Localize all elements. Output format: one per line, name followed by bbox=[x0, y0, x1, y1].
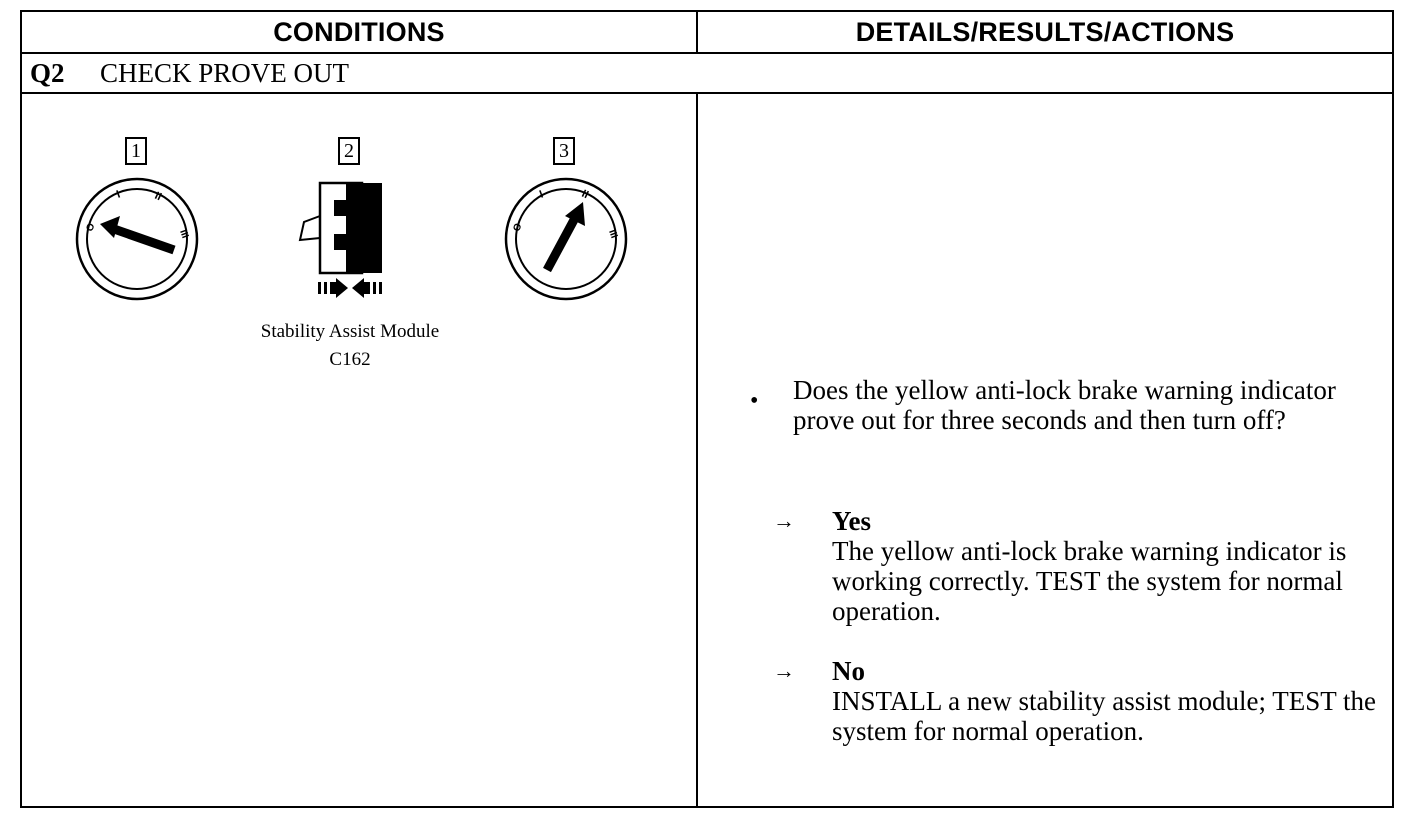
yes-text: The yellow anti-lock brake warning indicator is working correctly. TEST the system for normal operation. bbox=[832, 536, 1347, 626]
connector-connect-icon bbox=[290, 178, 400, 302]
yes-label: Yes bbox=[832, 506, 871, 536]
ignition-switch-off-icon bbox=[74, 176, 200, 302]
question-bullet: • bbox=[750, 388, 759, 414]
step-divider bbox=[22, 92, 1392, 94]
step-id: Q2 bbox=[30, 58, 65, 88]
column-divider bbox=[696, 94, 698, 806]
caption-line-2: C162 bbox=[329, 349, 371, 370]
step-title: CHECK PROVE OUT bbox=[100, 58, 350, 88]
figure-1-number: 1 bbox=[125, 137, 147, 165]
caption-line-1: Stability Assist Module bbox=[260, 321, 440, 342]
details-header: DETAILS/RESULTS/ACTIONS bbox=[855, 17, 1235, 47]
svg-text:II: II bbox=[579, 187, 591, 202]
svg-text:III: III bbox=[177, 228, 191, 240]
figure-caption bbox=[220, 318, 480, 374]
svg-text:O: O bbox=[84, 221, 98, 234]
conditions-header: CONDITIONS bbox=[22, 12, 698, 52]
no-text: INSTALL a new stability assist module; TEST the system for normal operation. bbox=[832, 686, 1377, 746]
svg-text:III: III bbox=[606, 228, 620, 240]
ignition-switch-run-icon bbox=[503, 176, 629, 302]
figure-2-number: 2 bbox=[338, 137, 360, 165]
svg-text:I: I bbox=[537, 188, 545, 201]
figure-3-number: 3 bbox=[553, 137, 575, 165]
yes-arrow: → bbox=[773, 508, 795, 533]
svg-text:I: I bbox=[114, 188, 122, 201]
svg-text:II: II bbox=[152, 189, 164, 204]
svg-text:O: O bbox=[511, 221, 525, 234]
question-text: Does the yellow anti-lock brake warning indicator prove out for three seconds and then turn off? bbox=[793, 375, 1336, 435]
no-arrow: → bbox=[773, 658, 795, 683]
step-row bbox=[22, 54, 1392, 92]
no-label: No bbox=[832, 656, 865, 686]
